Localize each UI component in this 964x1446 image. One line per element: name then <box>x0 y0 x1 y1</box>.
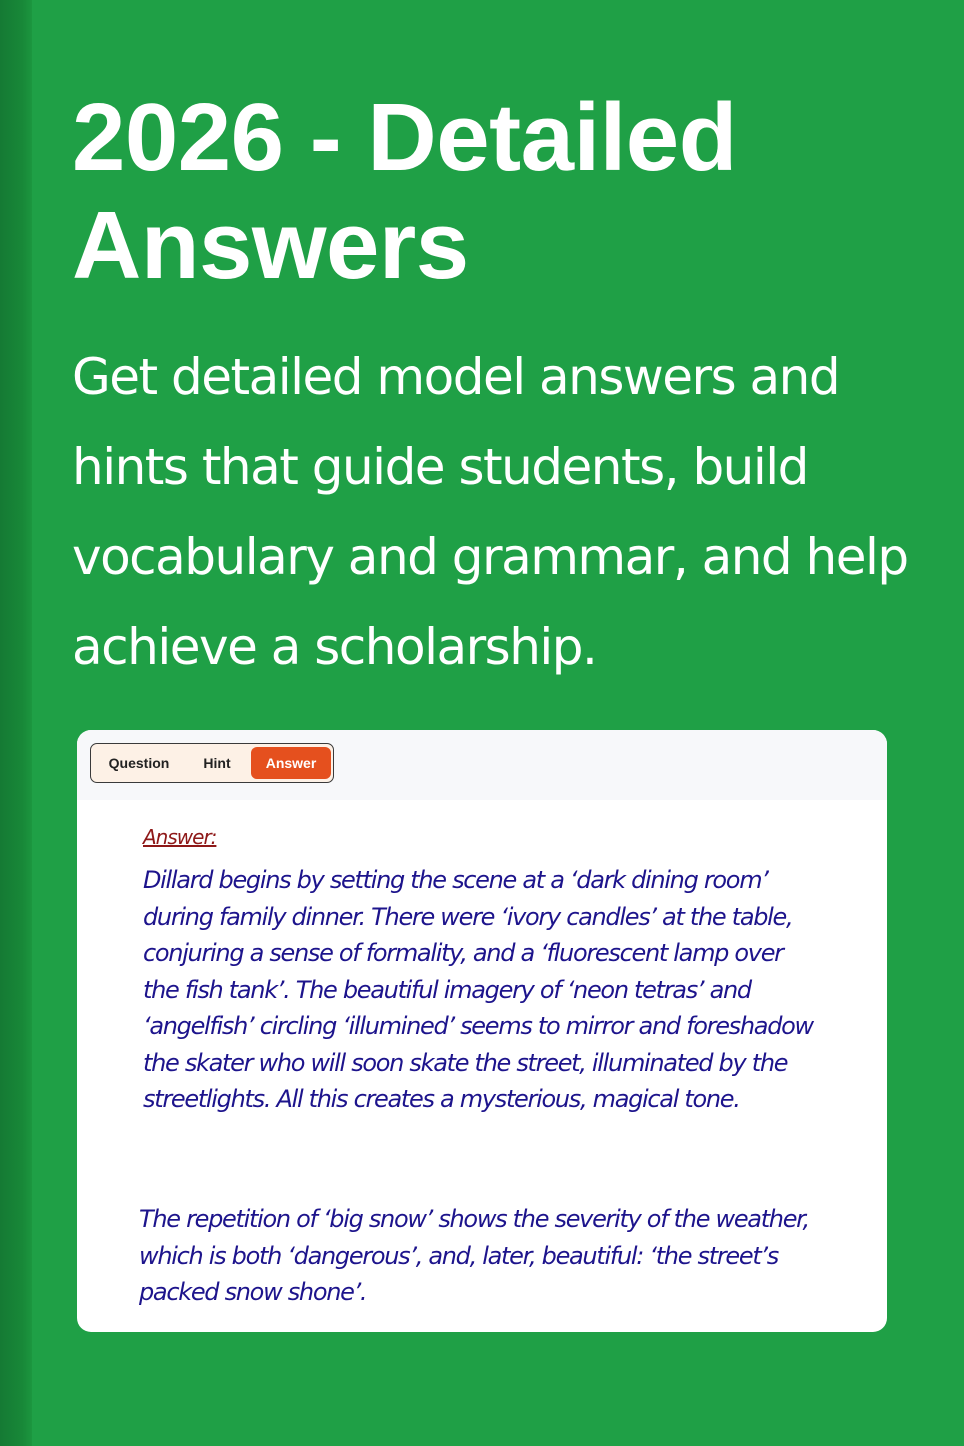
book-spine <box>0 0 32 1446</box>
card-toolbar <box>77 730 887 800</box>
view-tab-switcher <box>90 743 334 783</box>
answer-paragraph-1: Dillard begins by setting the scene at a ‘dark dining room’ during family dinner. There were ‘ivory candles’ at the table, conjuring a sense of formality, and a ‘fluorescent lamp over the fish tank’. The beautiful imagery of ‘neon tetras’ and ‘angelfish’ circling ‘illumined’ seems to mirror and foreshadow the skater who will soon skate the street, illuminated by the streetlights. All this creates a mysterious, magical tone. <box>143 866 813 1113</box>
answer-paragraph-2: The repetition of ‘big snow’ shows the severity of the weather, which is both ‘dangerous’, and, later, beautiful: ‘the street’s packed snow shone’. <box>139 1205 809 1306</box>
tab-question[interactable]: Question <box>108 755 170 771</box>
tab-hint[interactable]: Hint <box>203 755 231 771</box>
page-title: 2026 - Detailed Answers <box>72 84 737 299</box>
tab-answer[interactable]: Answer <box>251 747 331 779</box>
page-subtitle: Get detailed model answers and hints that guide students, build vocabulary and grammar, and help achieve a scholarship. <box>72 348 908 676</box>
answer-preview-card <box>77 730 887 1332</box>
answer-label: Answer: <box>143 825 217 849</box>
